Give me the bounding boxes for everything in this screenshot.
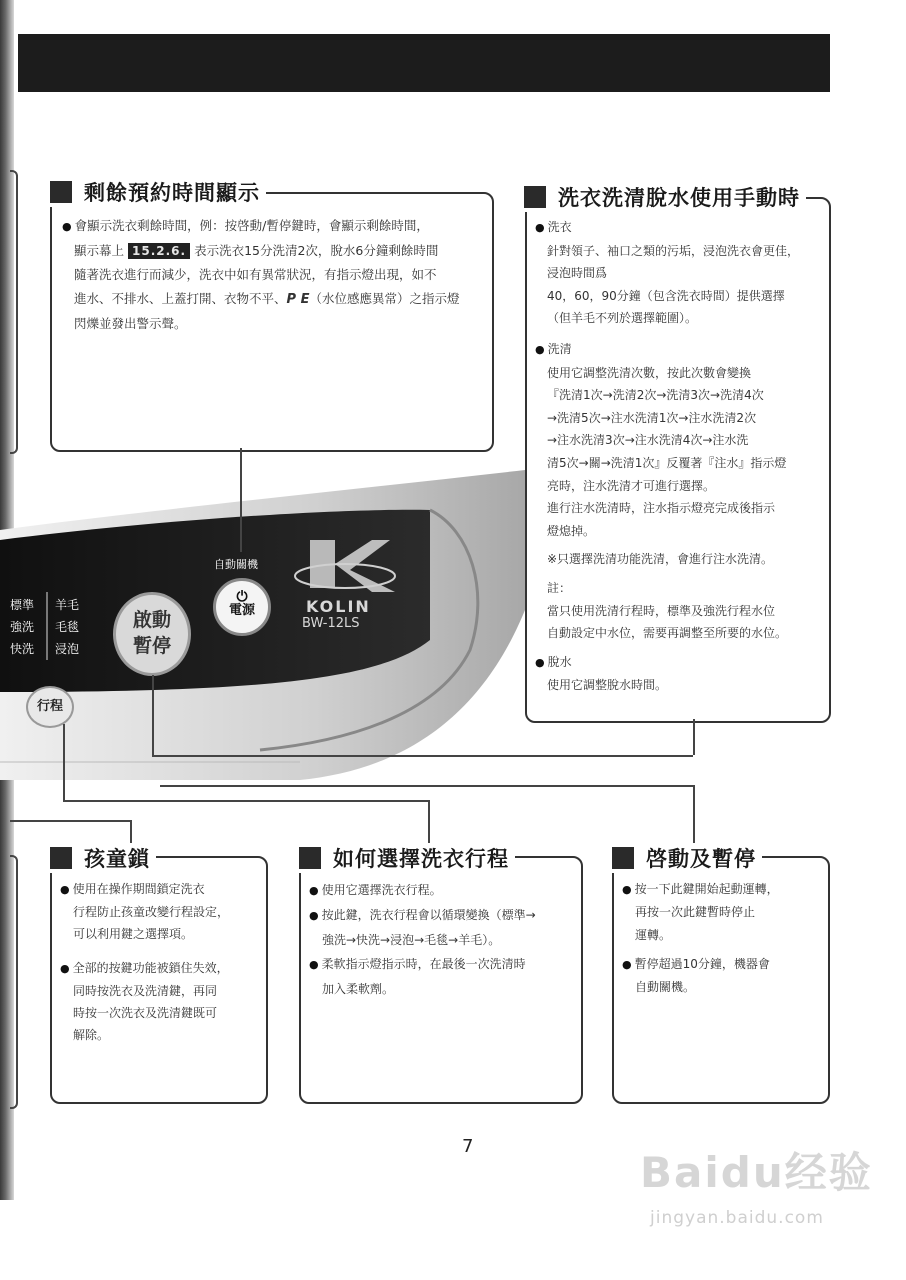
power-label: 電源 xyxy=(228,603,255,618)
bullet-icon: ● xyxy=(535,342,545,356)
page-number: 7 xyxy=(462,1136,474,1157)
heading-square-icon xyxy=(524,186,546,208)
brand-logo-text: KOLIN xyxy=(306,597,371,616)
bullet-icon: ● xyxy=(535,655,545,669)
course-select-line: 使用它選擇洗衣行程。 xyxy=(321,883,442,897)
heading-square-icon xyxy=(50,181,72,203)
connector-line xyxy=(693,719,695,755)
course-select-line: 按此鍵，洗衣行程會以循環變換（標準→ xyxy=(321,908,536,922)
bullet-icon: ● xyxy=(60,883,70,896)
wash-line: 40，60，90分鐘（包含洗衣時間）提供選擇 xyxy=(547,288,785,303)
course-select-heading xyxy=(297,843,515,873)
course-list-right xyxy=(55,594,95,660)
remaining-line-5: 閃爍並發出警示聲。 xyxy=(74,316,187,331)
course-blanket: 毛毯 xyxy=(55,620,80,634)
start-pause-line: 按一下此鍵開始起動運轉， xyxy=(634,882,779,896)
course-soak: 浸泡 xyxy=(55,642,80,656)
bullet-icon: ● xyxy=(309,884,319,897)
child-lock-line: 解除。 xyxy=(73,1028,110,1042)
start-pause-line: 再按一次此鍵暫時停止 xyxy=(635,905,756,919)
bullet-icon: ● xyxy=(62,220,72,233)
connector-line xyxy=(693,785,695,845)
rinse-line: 亮時，注水洗清才可進行選擇。 xyxy=(547,478,716,493)
rinse-line: 清5次→關→洗清1次』反覆著『注水』指示燈 xyxy=(547,455,787,470)
left-page-frame-lower xyxy=(10,855,18,1109)
start-pause-heading xyxy=(610,843,762,873)
course-button[interactable]: 行程 xyxy=(26,686,74,728)
connector-line xyxy=(160,785,693,787)
bullet-icon: ● xyxy=(60,962,70,975)
pe-error-code: P E xyxy=(286,292,310,307)
start-label: 啟動 xyxy=(132,609,171,631)
power-button[interactable] xyxy=(213,578,271,636)
power-icon: ⏻ xyxy=(236,589,248,605)
connector-line xyxy=(428,800,430,844)
spin-line: 使用它調整脫水時間。 xyxy=(547,678,668,693)
rinse-line: →注水洗清3次→注水洗清4次→注水洗 xyxy=(547,433,749,448)
rinse-line: →洗清5次→注水洗清1次→注水洗清2次 xyxy=(547,410,757,425)
course-select-line: 強洗→快洗→浸泡→毛毯→羊毛）。 xyxy=(322,933,501,947)
heading-square-icon xyxy=(299,847,321,869)
child-lock-line: 行程防止孩童改變行程設定， xyxy=(73,905,230,919)
connector-line xyxy=(63,800,428,802)
lcd-display-sample: 15.2.6. xyxy=(128,243,190,259)
baidu-watermark-url: jingyan.baidu.com xyxy=(650,1208,824,1228)
pause-label: 暫停 xyxy=(132,635,171,657)
rinse-line: 進行注水洗清時，注水指示燈亮完成後指示 xyxy=(547,501,776,516)
bullet-icon: ● xyxy=(622,883,632,896)
wash-line: 針對領子、袖口之類的污垢，浸泡洗衣會更佳， xyxy=(547,243,800,258)
bullet-icon: ● xyxy=(535,221,545,234)
course-select-title: 如何選擇洗衣行程 xyxy=(333,847,509,871)
course-select-line: 加入柔軟劑。 xyxy=(322,982,395,996)
child-lock-heading xyxy=(48,843,156,873)
wash-line: （但羊毛不列於選擇範圍）。 xyxy=(547,311,698,326)
rinse-heading: 洗清 xyxy=(547,341,572,356)
remaining-line-4a: 進水、不排水、上蓋打開、衣物不平、 xyxy=(74,291,287,306)
course-standard: 標準 xyxy=(10,598,35,612)
course-wool: 羊毛 xyxy=(55,598,80,612)
remaining-time-text xyxy=(62,214,488,336)
heading-square-icon xyxy=(50,847,72,869)
start-pause-title: 啓動及暫停 xyxy=(646,847,756,871)
child-lock-line: 時按一次洗衣及洗清鍵既可 xyxy=(73,1006,218,1020)
rinse-note: ※只選擇洗清功能洗清，會進行注水洗清。 xyxy=(547,552,774,567)
child-lock-line: 使用在操作期間鎖定洗衣 xyxy=(72,882,205,896)
baidu-watermark-logo: Baidu经验 xyxy=(640,1148,873,1197)
heading-square-icon xyxy=(612,847,634,869)
left-page-frame xyxy=(10,170,18,454)
model-number: BW-12LS xyxy=(302,616,360,631)
rinse-line: 燈熄掉。 xyxy=(547,523,596,538)
remaining-line-1: 會顯示洗衣剩餘時間，例：按啓動/暫停鍵時，會顯示剩餘時間， xyxy=(74,218,429,233)
header-bar xyxy=(18,34,830,92)
start-pause-line: 暫停超過10分鐘，機器會 xyxy=(634,957,770,971)
child-lock-title: 孩童鎖 xyxy=(84,847,150,871)
start-pause-line: 運轉。 xyxy=(635,928,672,942)
remaining-line-4b: （水位感應異常）之指示燈 xyxy=(309,291,460,306)
spin-heading: 脫水 xyxy=(547,654,572,669)
rinse-line: 使用它調整洗清次數，按此次數會變換 xyxy=(547,365,752,380)
connector-line xyxy=(63,724,65,800)
course-select-text xyxy=(309,878,577,1001)
note-line: 當只使用洗清行程時，標準及強洗行程水位 xyxy=(547,603,776,618)
connector-line xyxy=(152,675,154,755)
auto-off-label: 自動關機 xyxy=(214,558,258,571)
remaining-line-2b: 表示洗衣15分洗清2次，脫水6分鐘剩餘時間 xyxy=(194,243,439,258)
manual-mode-text xyxy=(535,216,825,697)
start-pause-line: 自動關機。 xyxy=(635,980,696,994)
course-quick: 快洗 xyxy=(10,642,35,656)
remaining-line-2a: 顯示幕上 xyxy=(74,243,125,258)
start-pause-button[interactable] xyxy=(113,592,191,676)
wash-line: 浸泡時間爲 xyxy=(547,266,608,281)
remaining-line-3: 隨著洗衣進行而減少，洗衣中如有異常狀況，有指示燈出現，如不 xyxy=(74,267,437,282)
course-strong: 強洗 xyxy=(10,620,35,634)
course-select-line: 柔軟指示燈指示時，在最後一次洗清時 xyxy=(321,957,526,971)
note-line: 自動設定中水位，需要再調整至所要的水位。 xyxy=(547,626,788,641)
rinse-line: 『洗清1次→洗清2次→洗清3次→洗清4次 xyxy=(547,388,764,403)
connector-line xyxy=(240,448,242,552)
manual-mode-heading xyxy=(522,182,806,212)
bullet-icon: ● xyxy=(309,909,319,922)
manual-mode-title: 洗衣洗清脫水使用手動時 xyxy=(558,186,800,210)
child-lock-line: 全部的按鍵功能被鎖住失效， xyxy=(72,961,229,975)
wash-heading: 洗衣 xyxy=(547,220,572,234)
course-list-left xyxy=(10,594,44,660)
bullet-icon: ● xyxy=(309,958,319,971)
child-lock-line: 可以利用鍵之選擇項。 xyxy=(73,927,194,941)
remaining-time-heading xyxy=(48,177,266,207)
connector-line xyxy=(152,755,693,757)
child-lock-text xyxy=(60,878,264,1046)
remaining-time-title: 剩餘預約時間顯示 xyxy=(84,181,260,205)
connector-line xyxy=(10,820,130,822)
child-lock-line: 同時按洗衣及洗清鍵，再同 xyxy=(73,984,218,998)
note-heading: 註： xyxy=(547,580,572,595)
bullet-icon: ● xyxy=(622,958,632,971)
start-pause-text xyxy=(622,878,826,999)
